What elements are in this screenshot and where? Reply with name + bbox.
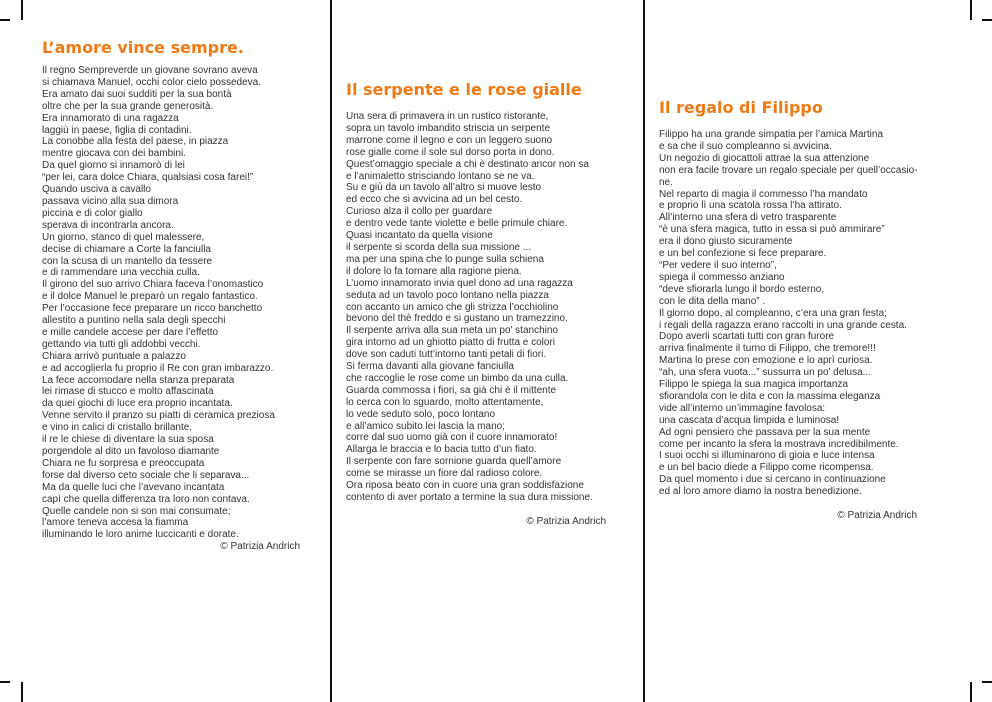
- fold-line-left-bottom: [21, 682, 23, 702]
- poem-line: “deve sfiorarla lungo il bordo esterno,: [659, 283, 825, 295]
- poem-line: da quei giochi di luce era proprio incantata.: [42, 398, 233, 410]
- poem-line: capì che quella differenza tra loro non contava.: [42, 493, 250, 505]
- poem-line: Per l’occasione fece preparare un ricco banchetto: [42, 303, 263, 315]
- poem-line: si chiamava Manuel, occhi color cielo possedeva.: [42, 76, 261, 88]
- poem-line: ed al loro amore diamo la nostra benedizione.: [659, 486, 862, 498]
- poem-line: mentre giocava con dei bambini.: [42, 148, 186, 160]
- poem-line: con accanto un amico che gli strizza l’occhiolino: [346, 301, 559, 313]
- poem-line: gira intorno ad un ghiotto piatto di frutta e colori: [346, 337, 556, 349]
- poem-line: e proprio lì una scatola rossa l’ha attirato.: [659, 200, 842, 212]
- poem-line: sfiorandola con le dita e con la massima eleganza: [659, 390, 881, 402]
- poem-title: Il serpente e le rose gialle: [346, 80, 582, 99]
- poem-line: passava vicino alla sua dimora: [42, 195, 179, 207]
- poem-line: porgendole al dito un favoloso diamante: [42, 446, 220, 457]
- poem-line: forse dal diverso ceto sociale che li separava...: [42, 469, 250, 481]
- poem-line: Curioso alza il collo per guardare: [346, 206, 493, 218]
- crop-mark-top-right: [982, 19, 992, 21]
- poem-line: Ma da quelle luci che l’avevano incantata: [42, 481, 225, 493]
- poem-line: oltre che per la sua grande generosità.: [42, 100, 214, 112]
- poem-line: ed ecco che si avvicina ad un bel cesto.: [346, 194, 523, 206]
- poem-line: e vino in calici di cristallo brillante,: [42, 422, 193, 434]
- poem-line: piccina e di color giallo: [42, 207, 143, 219]
- poem-line: una cascata d’acqua limpida e luminosa!: [659, 414, 840, 426]
- poem-line: Il girono del suo arrivo Chiara faceva l’onomastico: [42, 279, 264, 291]
- poem-line: Quest’omaggio speciale a chi è destinato ancor non sa: [346, 158, 589, 170]
- crop-mark-bottom-left: [0, 681, 10, 683]
- poem-line: lei rimase di stucco e molto affascinata: [42, 386, 214, 398]
- poem-line: arriva finalmente il turno di Filippo, che tremore!!!: [659, 343, 876, 355]
- poem-line: con le dita della mano” .: [659, 295, 766, 307]
- poem-line: sopra un tavolo imbandito striscia un serpente: [346, 122, 551, 134]
- poem-column-3: [659, 98, 917, 521]
- poem-line: Venne servito il pranzo su piatti di ceramica preziosa: [42, 410, 275, 422]
- poem-line: il serpente si scorda della sua missione ...: [346, 241, 532, 253]
- poem-line: Su e giù da un tavolo all’altro si muove lesto: [346, 182, 542, 194]
- poem-line: Da quel momento i due si cercano in continuazione: [659, 474, 886, 486]
- poem-credit: © Patrizia Andrich: [526, 515, 606, 527]
- fold-line-right-bottom: [970, 682, 972, 702]
- poem-line: All’interno una sfera di vetro trasparente: [659, 212, 837, 224]
- fold-line-2: [643, 0, 645, 702]
- poem-line: bevono del thè freddo e si gustano un tramezzino.: [346, 313, 568, 325]
- poem-line: i regali della ragazza erano raccolti in una grande cesta.: [659, 319, 907, 331]
- poem-line: laggiù in paese, figlia di contadini.: [42, 124, 192, 136]
- poem-line: “è una sfera magica, tutto in essa si può ammirare”: [659, 224, 885, 236]
- crop-mark-top-left: [0, 19, 10, 21]
- poem-line: e dentro vede tante violette e belle primule chiare.: [346, 218, 568, 230]
- poem-line: contento di aver portato a termine la sua dura missione.: [346, 492, 593, 503]
- poem-line: “per lei, cara dolce Chiara, qualsiasi cosa farei!”: [42, 172, 254, 184]
- poem-line: Il serpente con fare sornione guarda quell’amore: [346, 456, 562, 468]
- fold-line-right: [970, 0, 972, 20]
- poem-credit: © Patrizia Andrich: [837, 510, 917, 522]
- poem-line: il dolore lo fa tornare alla ragione piena.: [346, 265, 522, 277]
- poem-line: lo cerca con lo sguardo, molto attentamente,: [346, 396, 544, 408]
- poem-line: e di rammendare una vecchia culla.: [42, 267, 200, 279]
- poem-line: e un bel confezione si fece preparare.: [659, 248, 827, 260]
- poem-body: [42, 65, 300, 541]
- fold-line-left: [21, 0, 23, 20]
- poem-credit: © Patrizia Andrich: [220, 541, 300, 553]
- poem-line: I suoi occhi si illuminarono di gioia e luce intensa: [659, 450, 875, 462]
- poem-line: spiega il commesso anziano: [659, 271, 785, 283]
- poem-line: illuminando le loro anime luccicanti e dorate.: [42, 529, 239, 541]
- poem-line: rose gialle come il sole sul dorso porta in dono.: [346, 146, 555, 158]
- poem-line: Nel reparto di magia il commesso l’ha mandato: [659, 188, 868, 200]
- poem-line: La conobbe alla festa del paese, in piazza: [42, 136, 229, 148]
- poem-line: allestito a puntino nella sala degli specchi: [42, 315, 226, 327]
- poem-line: Si ferma davanti alla giovane fanciulla: [346, 361, 514, 373]
- poem-line: e sa che il suo compleanno si avvicina.: [659, 140, 832, 152]
- poem-title: L’amore vince sempre.: [42, 38, 244, 57]
- poem-line: Martina lo prese con emozione e lo aprì curiosa.: [659, 355, 873, 367]
- poem-line: Un giorno, stanco di quel malessere,: [42, 231, 205, 243]
- poem-line: marrone come il legno e con un leggero suono: [346, 134, 553, 146]
- poem-line: Quasi incantato da quella visione: [346, 230, 493, 242]
- poem-line: Allarga le braccia e lo bacia tutto d’un fiato.: [346, 444, 537, 456]
- poem-column-1: [42, 38, 300, 552]
- poem-line: Filippo ha una grande simpatia per l’amica Martina: [659, 129, 884, 140]
- poem-line: Chiara arrivò puntuale a palazzo: [42, 350, 186, 362]
- poem-line: Un negozio di giocattoli attrae la sua attenzione: [659, 152, 870, 164]
- poem-line: Ad ogni pensiero che passava per la sua mente: [659, 426, 871, 438]
- poem-line: Il giorno dopo, al compleanno, c’era una gran festa;: [659, 307, 887, 319]
- poem-line: dove son caduti tutt’intorno tanti petali di fiori.: [346, 349, 547, 361]
- poem-line: decise di chiamare a Corte la fanciulla: [42, 243, 211, 255]
- poem-line: gettando via tutti gli addobbi vecchi.: [42, 338, 201, 350]
- poem-body: [346, 111, 606, 504]
- fold-line-1: [330, 0, 332, 702]
- poem-line: Il regno Sempreverde un giovane sovrano aveva: [42, 65, 258, 76]
- poem-line: con la scusa di un mantello da tessere: [42, 255, 213, 267]
- poem-column-2: [346, 80, 606, 527]
- poem-line: Filippo le spiega la sua magica importanza: [659, 379, 848, 391]
- poem-line: e ad accoglierla fu proprio il Re con gran imbarazzo.: [42, 362, 274, 374]
- poem-line: corre dal suo uomo già con il cuore innamorato!: [346, 432, 558, 444]
- poem-line: era il dono giusto sicuramente: [659, 236, 793, 248]
- poem-line: Da quel giorno si innamorò di lei: [42, 160, 185, 172]
- poem-line: “ah, una sfera vuota...” sussurra un po’ delusa...: [659, 367, 871, 379]
- poem-line: il re le chiese di diventare la sua sposa: [42, 434, 214, 446]
- poem-line: l’amore teneva accesa la fiamma: [42, 517, 189, 529]
- poem-line: Era innamorato di una ragazza: [42, 112, 179, 124]
- poem-line: Chiara ne fu sorpresa e preoccupata: [42, 457, 205, 469]
- poem-line: ne.: [659, 176, 673, 188]
- poem-line: Quando usciva a cavallo: [42, 184, 151, 196]
- poem-line: lo vede seduto solo, poco lontano: [346, 408, 495, 420]
- poem-line: che raccoglie le rose come un bimbo da una culla.: [346, 372, 569, 384]
- poem-line: Ora riposa beato con in cuore una gran soddisfazione: [346, 480, 584, 492]
- poem-line: Era amato dai suoi sudditi per la sua bontà: [42, 88, 232, 100]
- poem-line: e un bel bacio diede a Filippo come ricompensa.: [659, 462, 874, 474]
- poem-line: come se mirasse un fiore dal radioso colore.: [346, 468, 543, 480]
- poem-line: Una sera di primavera in un rustico ristorante,: [346, 111, 549, 122]
- poem-line: e l’animaletto strisciando lontano se ne va.: [346, 170, 535, 182]
- poem-line: e il dolce Manuel le preparò un regalo fantastico.: [42, 291, 258, 303]
- poem-line: L’uomo innamorato invia quel dono ad una ragazza: [346, 277, 573, 289]
- poem-line: Quelle candele non si son mai consumate;: [42, 505, 231, 517]
- poem-line: Dopo averli scartati tutti con gran furore: [659, 331, 835, 343]
- poem-line: Guarda commossa i fiori, sa già chi è il mittente: [346, 384, 557, 396]
- poem-title: Il regalo di Filippo: [659, 98, 823, 117]
- poem-line: “Per vedere il suo interno”,: [659, 259, 777, 271]
- poem-line: come per incanto la sfera la mostrava incredibilmente.: [659, 438, 899, 450]
- poem-line: La fece accomodare nella stanza preparata: [42, 374, 235, 386]
- crop-mark-bottom-right: [982, 681, 992, 683]
- poem-body: [659, 129, 917, 498]
- poem-line: vide all’interno un’immagine favolosa:: [659, 402, 826, 414]
- poem-line: ma per una spina che lo punge sulla schiena: [346, 253, 544, 265]
- poem-line: non era facile trovare un regalo speciale per quell’occasio-: [659, 164, 918, 176]
- poem-line: seduta ad un tavolo poco lontano nella piazza: [346, 289, 549, 301]
- poem-line: e all’amico subito lei lascia la mano;: [346, 420, 505, 432]
- poem-line: Il serpente arriva alla sua meta un po’ stanchino: [346, 325, 558, 337]
- poem-line: e mille candele accese per dare l’effetto: [42, 326, 219, 338]
- poem-line: sperava di incontrarla ancora.: [42, 219, 174, 231]
